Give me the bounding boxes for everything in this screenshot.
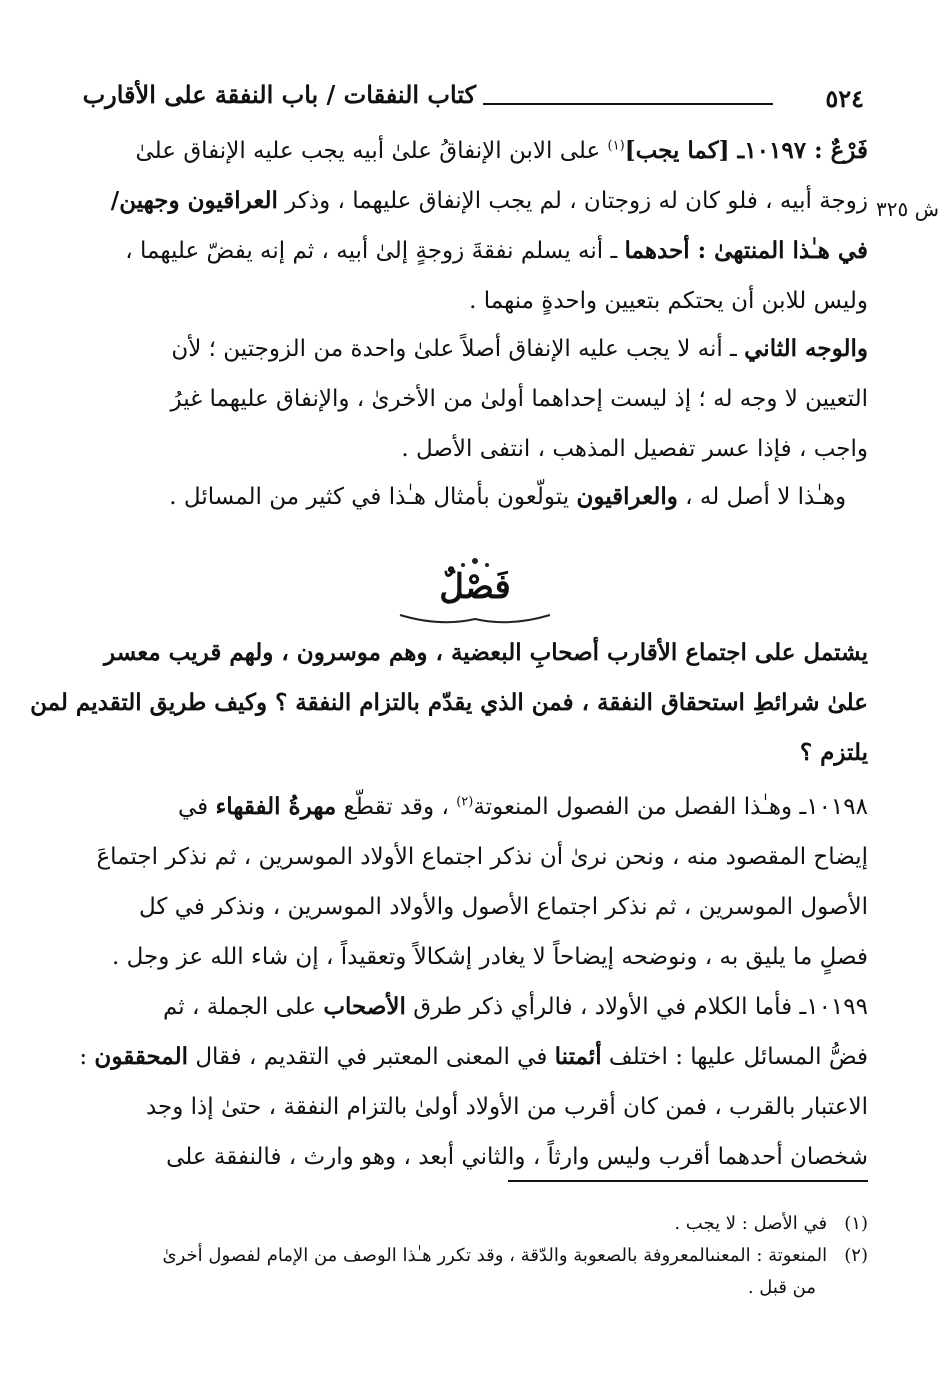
bold-term: الأصحاب (323, 993, 406, 1020)
text-run: وليس للابن أن يحتكم بتعيين واحدةٍ منهما . (469, 288, 868, 314)
text-run: واجب ، فإذا عسر تفصيل المذهب ، انتفى الأصل . (401, 436, 868, 462)
footnote-ref: (٢) (456, 794, 474, 810)
text-line (86, 882, 868, 932)
paragraph-10198 (86, 782, 868, 982)
text-line (86, 324, 868, 374)
text-line: علىٰ شرائطِ استحقاق النفقة ، فمن الذي يقدّم بالتزام النفقة ؟ وكيف طريق التقديم لمن (30, 689, 868, 716)
bold-term: المحققون (94, 1043, 189, 1070)
text-run: الاعتبار بالقرب ، فمن كان أقرب من الأولاد أولىٰ بالتزام النفقة ، حتىٰ إذا وجد (145, 1094, 868, 1120)
text-line: يشتمل على اجتماع الأقارب أصحابِ البعضية ، وهم موسرون ، ولهم قريب معسر (104, 639, 868, 666)
footnote-2-continued: من قبل . (747, 1277, 816, 1298)
text-run: ، وقد تقطّع (336, 794, 457, 820)
paragraph-second-view (86, 324, 868, 474)
footnote-2 (86, 1240, 868, 1272)
text-run: وهـٰذا لا أصل له ، (677, 484, 847, 510)
page-number: ٥٢٤ (825, 84, 864, 113)
text-line (86, 1082, 868, 1132)
text-run: في (177, 794, 216, 820)
text-run: إيضاح المقصود منه ، ونحن نرىٰ أن نذكر اجتماع الأولاد الموسرين ، ثم نذكر اجتماعَ (96, 844, 868, 870)
text-run: على الجملة ، ثم (162, 994, 324, 1020)
text-line (86, 424, 868, 474)
bold-term: والوجه الثاني (744, 335, 868, 362)
text-run: التعيين لا وجه له ؛ إذ ليست إحداهما أولىٰ من الأخرىٰ ، والإنفاق عليهما غيرُ (170, 386, 868, 412)
text-run: الأصول الموسرين ، ثم نذكر اجتماع الأصول والأولاد الموسرين ، ونذكر في كل (139, 894, 868, 920)
paragraph-comment (86, 472, 868, 522)
text-run: ـ أنه لا يجب عليه الإنفاق أصلاً علىٰ واحدة من الزوجتين ؛ لأن (171, 336, 745, 362)
text-run: شخصان أحدهما أقرب وليس وارثاً ، والثاني أبعد ، وهو وارث ، فالنفقة على (166, 1144, 868, 1170)
text-run: ـ أنه يسلم نفقةَ زوجةٍ إلىٰ أبيه ، ثم إنه يفضّ عليهما ، (125, 238, 625, 264)
footnote-rule (508, 1180, 868, 1182)
text-line (86, 1132, 868, 1182)
bold-term: والعراقيون (576, 483, 678, 510)
text-run: ١٠١٩٨ـ وهـٰذا الفصل من الفصول المنعوتة (473, 794, 868, 820)
bold-term: مهرةُ الفقهاء (215, 793, 337, 820)
footnote-text: في الأصل : لا يجب . (674, 1213, 828, 1234)
text-run: : (79, 1044, 95, 1070)
text-run: فصلٍ ما يليق به ، ونوضحه إيضاحاً لا يغادر إشكالاً وتعقيداً ، إن شاء الله عز وجل . (111, 944, 868, 970)
section-summary (30, 628, 868, 778)
text-line (86, 176, 868, 226)
paragraph-far-1 (86, 126, 868, 326)
far-number: فَرْعٌ : ١٠١٩٧ـ [كما يجب] (624, 137, 868, 164)
paragraph-10199 (79, 982, 868, 1182)
footnote-1 (86, 1208, 868, 1240)
text-line (86, 832, 868, 882)
footnote-text: المنعوتة : المعنىالمعروفة بالصعوبة والدّقة ، وقد تكرر هـٰذا الوصف من الإمام لفصول أخرىٰ (162, 1245, 828, 1266)
text-run: يتولّعون بأمثال هـٰذا في كثير من المسائل . (169, 484, 577, 510)
text-run: ١٠١٩٩ـ فأما الكلام في الأولاد ، فالرأي ذكر طرق (405, 994, 868, 1020)
bold-term: في هـٰذا المنتهىٰ : أحدهما (624, 237, 868, 264)
text-line (86, 374, 868, 424)
footnote-ref: (١) (607, 138, 625, 154)
text-line (86, 226, 868, 276)
text-line (86, 982, 868, 1032)
footnotes (86, 1208, 868, 1304)
text-line (86, 932, 868, 982)
text-line (86, 276, 868, 326)
section-heading: فَصْلٌ (439, 567, 511, 607)
text-run: على الابن الإنفاقُ علىٰ أبيه يجب عليه الإنفاق علىٰ (135, 138, 608, 164)
text-run: في المعنى المعتبر في التقديم ، فقال (188, 1044, 555, 1070)
text-run: فضُّ المسائل عليها : اختلف (601, 1044, 868, 1070)
margin-folio-note: ش ٣٢٥ (876, 197, 940, 221)
text-line: يلتزم ؟ (799, 739, 868, 766)
text-line (86, 126, 868, 176)
text-line (86, 472, 868, 522)
text-line (86, 782, 868, 832)
footnote-number: (١) (844, 1213, 868, 1234)
header-rule (483, 103, 773, 105)
footnote-number: (٢) (844, 1245, 868, 1266)
running-header-title: كتاب النفقات / باب النفقة على الأقارب (82, 80, 476, 109)
section-heading-ornament (380, 545, 570, 635)
bold-term: أئمتنا (554, 1043, 602, 1070)
text-run: زوجة أبيه ، فلو كان له زوجتان ، لم يجب الإنفاق عليهما ، وذكر (277, 188, 868, 214)
bold-term: العراقيون وجهين/ (110, 187, 278, 214)
text-line (79, 1032, 868, 1082)
